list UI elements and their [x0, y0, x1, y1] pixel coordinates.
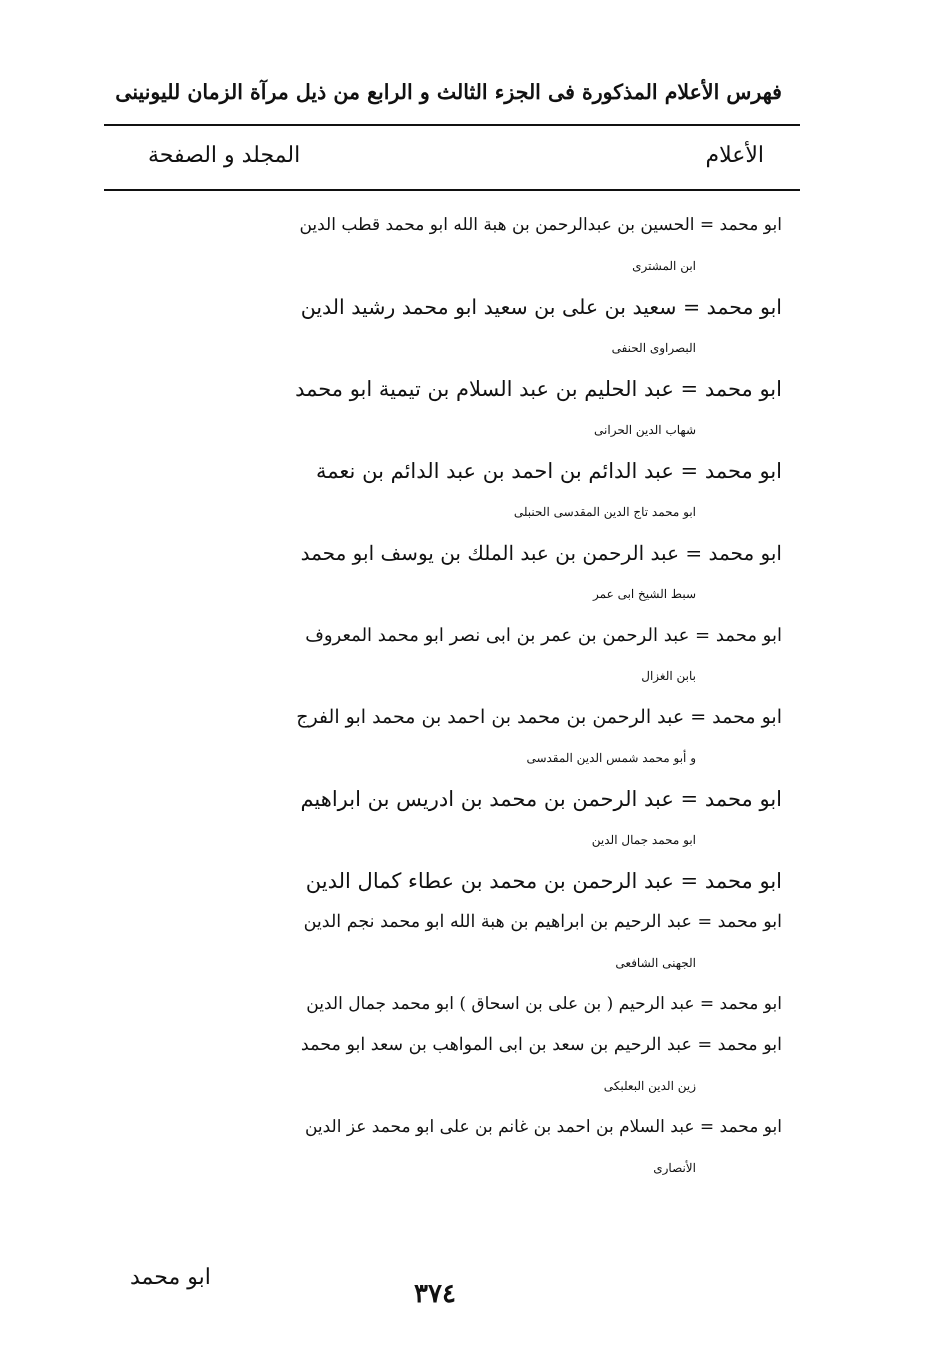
index-entry [296, 861, 782, 902]
entry-line: ابو محمد = عبد الحليم بن عبد السلام بن تيمية ابو محمد [295, 377, 782, 401]
entry-continuation-line: شهاب الدين الحرانى [594, 423, 696, 437]
catchword: ابو محمد [130, 1265, 211, 1290]
column-header-names: الأعلام [705, 143, 764, 168]
entry-line: ابو محمد = عبد الرحيم بن سعد بن ابى المواهب بن سعد ابو محمد [300, 1035, 782, 1055]
index-entry [296, 205, 782, 287]
entry-line: ابو محمد = عبد الرحيم بن ابراهيم بن هبة الله ابو محمد نجم الدين [303, 912, 782, 932]
entry-line: ابو محمد = عبد الرحمن بن عبد الملك بن يوسف ابو محمد [300, 541, 782, 565]
entry-continuation-line: بابن الغزال [641, 669, 696, 683]
index-entry [296, 369, 782, 451]
entry-line: ابو محمد = الحسين بن عبدالرحمن بن هبة الله ابو محمد قطب الدين [299, 215, 782, 235]
index-entry [296, 1107, 782, 1189]
entry-line: ابو محمد = عبد الرحمن بن محمد بن عطاء كمال الدين [305, 869, 782, 893]
entry-continuation-line: ابو محمد جمال الدين [591, 833, 696, 847]
index-entry [296, 1025, 782, 1107]
entry-continuation-line: الأنصارى [653, 1161, 696, 1175]
index-entry [296, 697, 782, 779]
entry-line: ابو محمد = عبد الرحيم ( بن على بن اسحاق ) ابو محمد جمال الدين [306, 994, 782, 1014]
page-number: ٣٧٤ [414, 1279, 456, 1309]
entry-continuation-line: سبط الشيخ ابى عمر [593, 587, 696, 601]
entry-continuation-line: ابو محمد تاج الدين المقدسى الحنبلى [513, 505, 696, 519]
entry-line: ابو محمد = عبد الدائم بن احمد بن عبد الدائم بن نعمة [316, 459, 782, 483]
header-rule-bottom [104, 189, 800, 191]
entry-line: ابو محمد = عبد الرحمن بن محمد بن ادريس بن ابراهيم [300, 787, 782, 811]
index-entry [296, 451, 782, 533]
entry-line: ابو محمد = عبد الرحمن بن عمر بن ابى نصر ابو محمد المعروف [305, 625, 782, 646]
entry-line: ابو محمد = سعيد بن على بن سعيد ابو محمد رشيد الدين [300, 295, 782, 319]
header-rule-top [104, 124, 800, 126]
entry-continuation-line: و أبو محمد شمس الدين المقدسى [526, 751, 696, 765]
entry-continuation-line: ابن المشترى [632, 259, 696, 273]
column-header-volume-page: المجلد و الصفحة [148, 143, 301, 168]
running-title: فهرس الأعلام المذكورة فى الجزء الثالث و الرابع من ذيل مرآة الزمان لليونينى [115, 80, 782, 104]
index-entry [296, 533, 782, 615]
index-entries [296, 205, 782, 1189]
entry-line: ابو محمد = عبد الرحمن بن محمد بن احمد بن محمد ابو الفرج [296, 706, 782, 728]
index-entry [296, 615, 782, 697]
entry-continuation-line: البصراوى الحنفى [611, 341, 696, 355]
index-entry [296, 902, 782, 984]
entry-continuation-line: الجهنى الشافعى [615, 956, 696, 970]
index-entry [296, 984, 782, 1025]
index-entry [296, 779, 782, 861]
entry-continuation-line: زين الدين البعلبكى [603, 1079, 696, 1093]
entry-line: ابو محمد = عبد السلام بن احمد بن غانم بن على ابو محمد عز الدين [304, 1117, 782, 1137]
index-entry [296, 287, 782, 369]
